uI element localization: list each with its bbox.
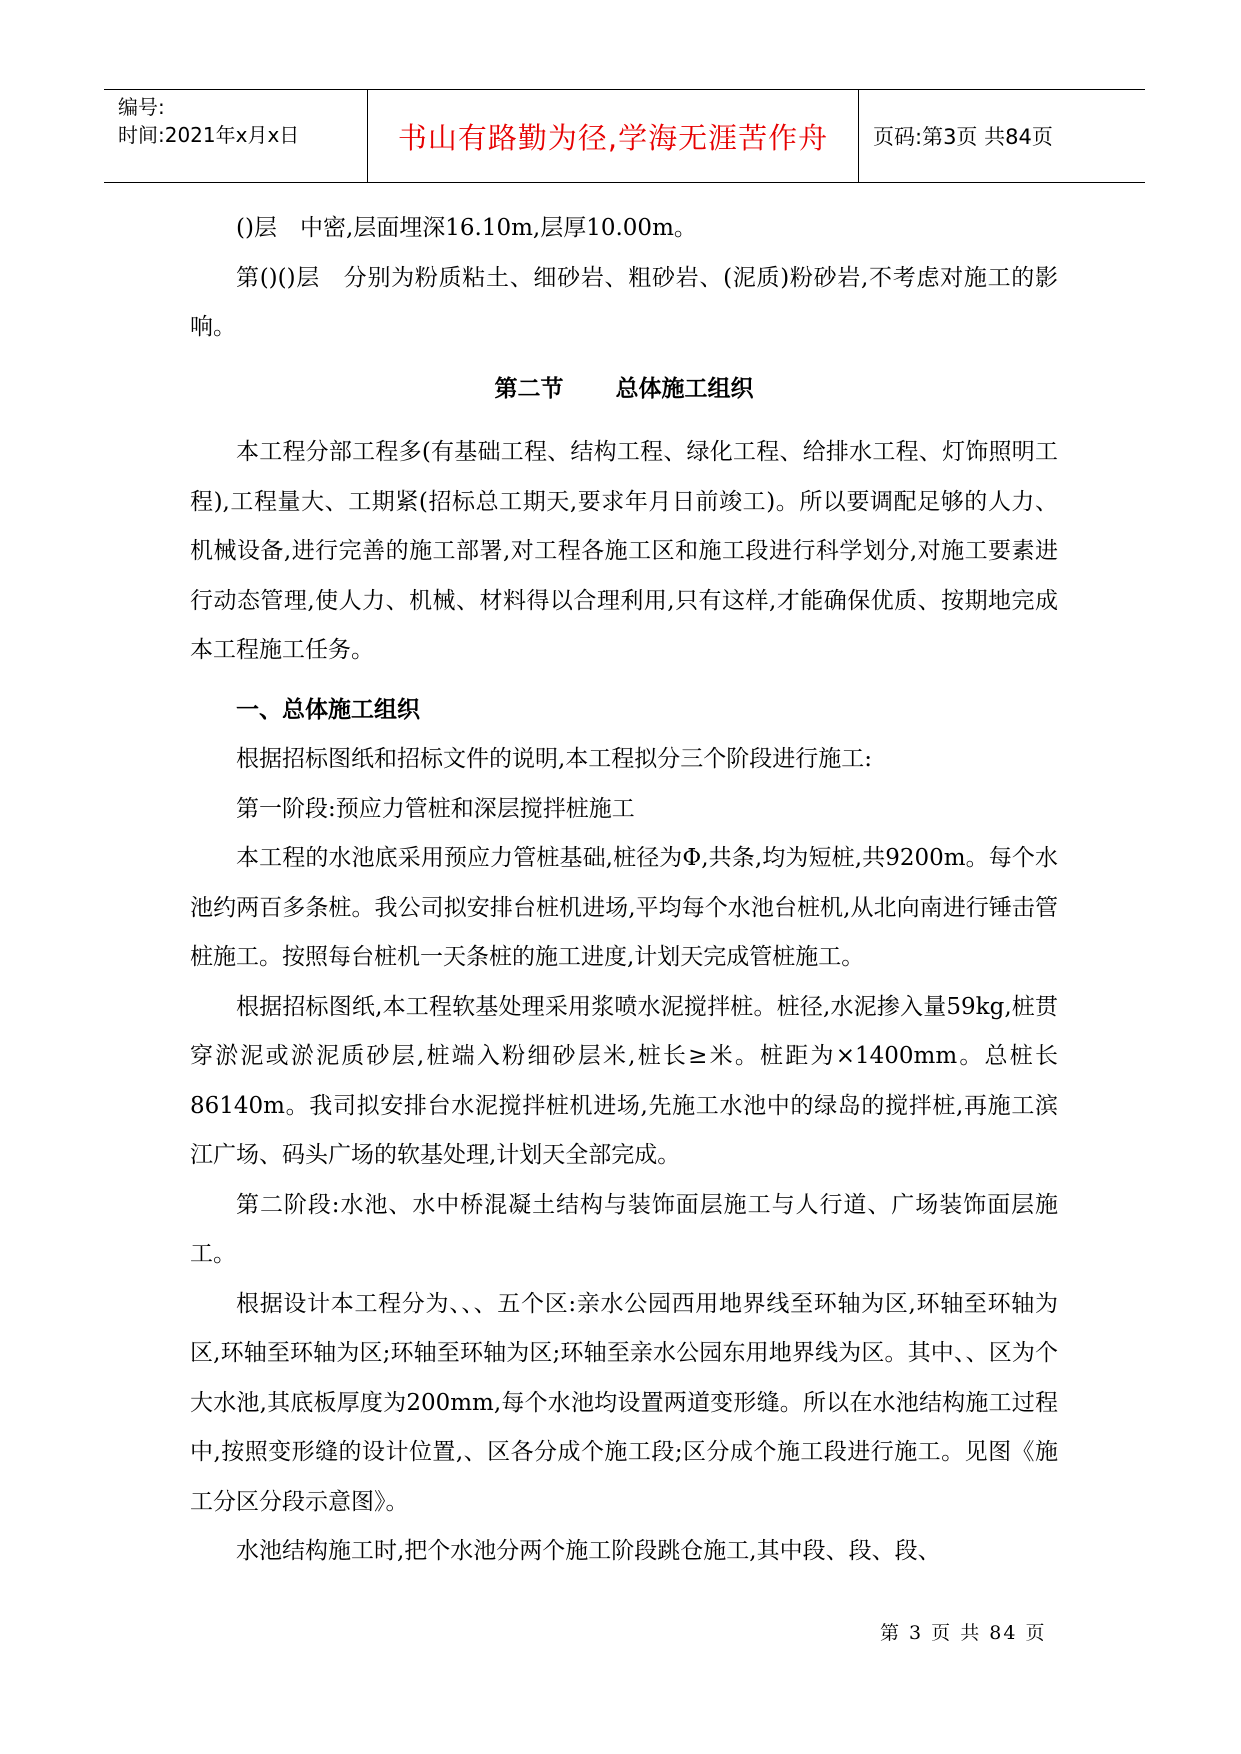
document-date-label: 时间:2021年x月x日 [118, 123, 300, 147]
paragraph: 第二阶段:水池、水中桥混凝土结构与装饰面层施工与人行道、广场装饰面层施工。 [190, 1191, 1058, 1267]
paragraph: 根据招标图纸和招标文件的说明,本工程拟分三个阶段进行施工: [236, 746, 873, 772]
document-number-label: 编号: [118, 95, 165, 119]
header-meta [104, 90, 368, 182]
subsection-heading: 一、总体施工组织 [236, 696, 420, 723]
section-title [190, 365, 1058, 415]
paragraph: 第一阶段:预应力管桩和深层搅拌桩施工 [236, 795, 635, 822]
paragraph: 根据招标图纸,本工程软基处理采用浆喷水泥搅拌桩。桩径,水泥掺入量59kg,桩贯穿淤泥或淤泥质砂层,桩端入粉细砂层米,桩长≥米。桩距为×1400mm。总桩长86140m。我司拟安排台水泥搅拌桩机进场,先施工水池中的绿岛的搅拌桩,再施工滨江广场、码头广场的软基处理,计划天全部完成。 [190, 993, 1058, 1168]
paragraph: 水池结构施工时,把个水池分两个施工阶段跳仓施工,其中段、段、段、 [236, 1538, 941, 1564]
page-header [104, 89, 1145, 183]
header-page-number: 页码:第3页 共84页 [873, 125, 1053, 149]
paragraph: 本工程分部工程多(有基础工程、结构工程、绿化工程、给排水工程、灯饰照明工程),工程量大、工期紧(招标总工期天,要求年月日前竣工)。所以要调配足够的人力、机械设备,进行完善的施工部署,对工程各施工区和施工段进行科学划分,对施工要素进行动态管理,使人力、机械、材料得以合理利用,只有这样,才能确保优质、按期地完成本工程施工任务。 [190, 439, 1058, 663]
document-body [190, 204, 1058, 1577]
header-motto: 书山有路勤为径,学海无涯苦作舟 [368, 90, 859, 182]
section-number: 第二节 [494, 375, 564, 402]
paragraph: 根据设计本工程分为、、、五个区:亲水公园西用地界线至环轴为区,环轴至环轴为区,环轴至环轴为区;环轴至环轴为区;环轴至亲水公园东用地界线为区。其中、、区为个大水池,其底板厚度为200mm,每个水池均设置两道变形缝。所以在水池结构施工过程中,按照变形缝的设计位置,、区各分成个施工段;区分成个施工段进行施工。见图《施工分区分段示意图》。 [190, 1290, 1058, 1515]
page-footer: 第 3 页 共 84 页 [880, 1622, 1047, 1644]
paragraph: 第()()层 分别为粉质粘土、细砂岩、粗砂岩、(泥质)粉砂岩,不考虑对施工的影响。 [190, 264, 1058, 340]
paragraph: 本工程的水池底采用预应力管桩基础,桩径为Φ,共条,均为短桩,共9200m。每个水池约两百多条桩。我公司拟安排台桩机进场,平均每个水池台桩机,从北向南进行锤击管桩施工。按照每台桩机一天条桩的施工进度,计划天完成管桩施工。 [190, 845, 1058, 970]
paragraph: ()层 中密,层面埋深16.10m,层厚10.00m。 [236, 215, 697, 241]
section-name: 总体施工组织 [615, 375, 754, 402]
